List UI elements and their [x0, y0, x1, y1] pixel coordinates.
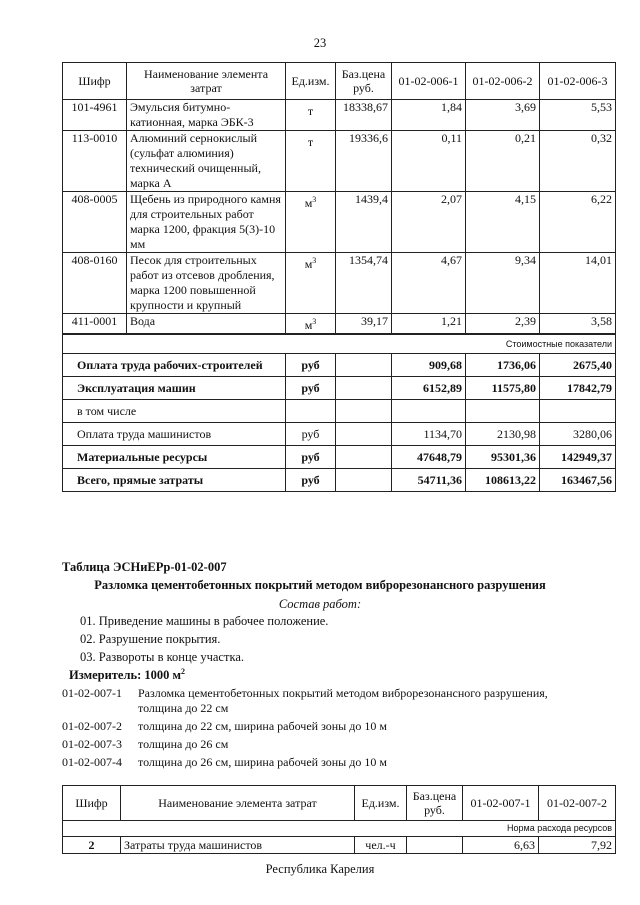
cost-caption-row [63, 334, 616, 354]
table-row [63, 314, 616, 335]
header-base-price: Баз.цена руб. [336, 63, 392, 100]
header-col-3: 01-02-006-3 [540, 63, 616, 100]
item-text: толщина до 26 см, ширина рабочей зоны до 10 м [138, 755, 387, 769]
cell-price: 1439,4 [336, 192, 392, 253]
item-text: толщина до 22 см, ширина рабочей зоны до 10 м [138, 719, 387, 733]
summary-value-2: 11575,80 [466, 377, 540, 400]
resources-table-007 [62, 785, 616, 854]
summary-value-3: 163467,56 [540, 469, 616, 492]
summary-label: Материальные ресурсы [63, 446, 286, 469]
item-code: 01-02-007-2 [62, 719, 122, 733]
summary-value-1: 54711,36 [392, 469, 466, 492]
norm-caption-row [63, 821, 616, 837]
cell-value-3: 3,58 [540, 314, 616, 335]
summary-unit: руб [286, 354, 336, 377]
cell-price: 18338,67 [336, 100, 392, 131]
table-row [63, 131, 616, 192]
item-row [62, 686, 548, 716]
item-code: 01-02-007-4 [62, 755, 122, 769]
summary-value-2 [466, 400, 540, 423]
summary-price [336, 354, 392, 377]
cell-code: 411-0001 [63, 314, 127, 335]
cell-value-2: 7,92 [539, 837, 616, 854]
section-heading: Разломка цементобетонных покрытий методом виброрезонансного разрушения [94, 578, 546, 592]
table-row [63, 253, 616, 314]
summary-price [336, 377, 392, 400]
summary-unit: руб [286, 423, 336, 446]
summary-value-3: 142949,37 [540, 446, 616, 469]
cell-value-1: 1,21 [392, 314, 466, 335]
summary-unit: руб [286, 469, 336, 492]
cell-value-1: 1,84 [392, 100, 466, 131]
summary-unit: руб [286, 446, 336, 469]
work-item: 03. Развороты в конце участка. [80, 650, 244, 664]
summary-label: Всего, прямые затраты [63, 469, 286, 492]
cell-name: Затраты труда машинистов [121, 837, 355, 854]
cell-value-3: 14,01 [540, 253, 616, 314]
table-header-row [63, 63, 616, 100]
table-row [63, 100, 616, 131]
cell-name: Песок для строительных работ из отсевов дробления, марка 1200 повышенной крупности и крупный [127, 253, 286, 314]
table-header-row [63, 786, 616, 821]
cell-price: 1354,74 [336, 253, 392, 314]
summary-value-3: 2675,40 [540, 354, 616, 377]
cell-price: 19336,6 [336, 131, 392, 192]
item-text: Разломка цементобетонных покрытий методом виброрезонансного разрушения, [138, 686, 548, 700]
item-code: 01-02-007-3 [62, 737, 122, 751]
resources-table-006 [62, 62, 616, 492]
work-item: 01. Приведение машины в рабочее положение. [80, 614, 329, 628]
summary-value-2: 1736,06 [466, 354, 540, 377]
cell-unit: $м^3$ [286, 253, 336, 314]
summary-value-2: 2130,98 [466, 423, 540, 446]
summary-value-2: 108613,22 [466, 469, 540, 492]
item-row [62, 719, 387, 734]
cell-value-1: 6,63 [463, 837, 539, 854]
cell-name: Щебень из природного камня для строительных работ марка 1200, фракция 5(3)-10 мм [127, 192, 286, 253]
summary-row [63, 354, 616, 377]
summary-price [336, 400, 392, 423]
cell-name: Алюминий сернокислый (сульфат алюминия) технический очищенный, марка А [127, 131, 286, 192]
summary-value-1: 6152,89 [392, 377, 466, 400]
summary-value-3: 3280,06 [540, 423, 616, 446]
header-code: Шифр [63, 786, 121, 821]
summary-value-1 [392, 400, 466, 423]
summary-value-3 [540, 400, 616, 423]
cell-code: 2 [63, 837, 121, 854]
cell-code: 408-0160 [63, 253, 127, 314]
summary-row [63, 400, 616, 423]
item-row [62, 737, 228, 752]
item-row [62, 755, 387, 770]
cell-value-2: 0,21 [466, 131, 540, 192]
cell-unit: т [286, 131, 336, 192]
summary-value-1: 1134,70 [392, 423, 466, 446]
summary-label: Оплата труда машинистов [63, 423, 286, 446]
table-title: Таблица ЭСНиЕРр-01-02-007 [62, 560, 227, 574]
header-base-price: Баз.цена руб. [407, 786, 463, 821]
header-col-2: 01-02-006-2 [466, 63, 540, 100]
cell-unit: т [286, 100, 336, 131]
summary-row [63, 377, 616, 400]
summary-value-1: 47648,79 [392, 446, 466, 469]
item-text: толщина до 26 см [138, 737, 229, 751]
cell-value-2: 4,15 [466, 192, 540, 253]
cell-value-2: 3,69 [466, 100, 540, 131]
cell-price [407, 837, 463, 854]
header-col-1: 01-02-007-1 [463, 786, 539, 821]
summary-row [63, 446, 616, 469]
footer-region: Республика Карелия [265, 862, 375, 876]
cell-code: 113-0010 [63, 131, 127, 192]
norm-caption: Норма расхода ресурсов [63, 821, 616, 837]
summary-price [336, 469, 392, 492]
summary-value-2: 95301,36 [466, 446, 540, 469]
cell-name: Эмульсия битумно-катионная, марка ЭБК-3 [127, 100, 286, 131]
summary-unit [286, 400, 336, 423]
cost-caption: Стоимостные показатели [63, 334, 616, 354]
header-code: Шифр [63, 63, 127, 100]
summary-price [336, 423, 392, 446]
cell-value-1: 2,07 [392, 192, 466, 253]
summary-label: в том числе [63, 400, 286, 423]
cell-value-2: 9,34 [466, 253, 540, 314]
header-name: Наименование элемента затрат [127, 63, 286, 100]
summary-value-1: 909,68 [392, 354, 466, 377]
work-composition-label: Состав работ: [278, 597, 362, 611]
summary-unit: руб [286, 377, 336, 400]
cell-code: 101-4961 [63, 100, 127, 131]
cell-value-3: 0,32 [540, 131, 616, 192]
table-row [63, 837, 616, 854]
cell-code: 408-0005 [63, 192, 127, 253]
work-item: 02. Разрушение покрытия. [80, 632, 221, 646]
measure-unit: Измеритель: 1000 $м^2$ [69, 667, 186, 683]
summary-label: Оплата труда рабочих-строителей [63, 354, 286, 377]
header-col-1: 01-02-006-1 [392, 63, 466, 100]
summary-row [63, 423, 616, 446]
cell-value-3: 5,53 [540, 100, 616, 131]
cell-price: 39,17 [336, 314, 392, 335]
header-name: Наименование элемента затрат [121, 786, 355, 821]
header-col-2: 01-02-007-2 [539, 786, 616, 821]
summary-row [63, 469, 616, 492]
cell-name: Вода [127, 314, 286, 335]
item-code: 01-02-007-1 [62, 686, 122, 700]
cell-unit: $м^3$ [286, 314, 336, 335]
page-number: 23 [313, 36, 327, 50]
header-unit: Ед.изм. [355, 786, 407, 821]
cell-value-1: 4,67 [392, 253, 466, 314]
item-text-cont: толщина до 22 см [138, 701, 229, 715]
cell-unit: $м^3$ [286, 192, 336, 253]
cell-unit: чел.-ч [355, 837, 407, 854]
cell-value-2: 2,39 [466, 314, 540, 335]
summary-price [336, 446, 392, 469]
summary-value-3: 17842,79 [540, 377, 616, 400]
header-unit: Ед.изм. [286, 63, 336, 100]
cell-value-1: 0,11 [392, 131, 466, 192]
table-row [63, 192, 616, 253]
cell-value-3: 6,22 [540, 192, 616, 253]
summary-label: Эксплуатация машин [63, 377, 286, 400]
